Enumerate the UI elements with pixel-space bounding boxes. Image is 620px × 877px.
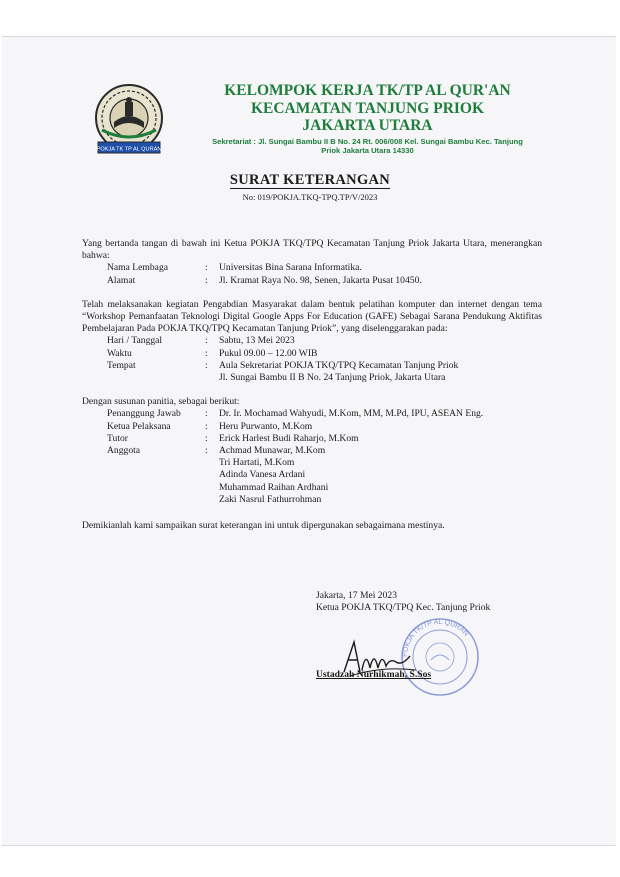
table-row: Muhammad Raihan Ardhani [219, 481, 329, 493]
document-title: SURAT KETERANGAN [229, 172, 391, 188]
document-number: No: 019/POKJA.TKQ-TPQ.TP/V/2023 [242, 192, 378, 202]
organization-name [185, 82, 550, 156]
secretariat-address-2: Priok Jakarta Utara 14330 [321, 146, 414, 155]
table-row: Waktu : Pukul 09.00 – 12.00 WIB [107, 347, 318, 359]
activity-paragraph: Telah melaksanakan kegiatan Pengabdian Masyarakat dalam bentuk pelatihan komputer dan internet dengan tema “Workshop Pemanfaatan Teknologi Digital Google Apps For Education (GAFE) Sebagai Sarana Pendukung Aktifitas Pembelajaran Pada POKJA TKQ/TPQ Kecamatan Tanjung Priok”, yang diselenggarakan pada: [82, 298, 542, 335]
place-date: Jakarta, 17 Mei 2023 [316, 590, 397, 601]
org-line-2: KECAMATAN TANJUNG PRIOK [250, 99, 485, 117]
svg-text:POKJA TK/TP AL QURAN: POKJA TK/TP AL QURAN [401, 618, 470, 658]
table-row: Tempat : Aula Sekretariat POKJA TKQ/TPQ Kecamatan Tanjung Priok [107, 359, 459, 371]
intro-paragraph: Yang bertanda tangan di bawah ini Ketua POKJA TKQ/TPQ Kecamatan Tanjung Priok Jakarta Utara, menerangkan bahwa: [82, 238, 542, 262]
table-row: Zaki Nasrul Fathurrohman [219, 493, 322, 505]
org-line-3: JAKARTA UTARA [302, 117, 433, 134]
table-row: Jl. Sungai Bambu II B No. 24 Tanjung Priok, Jakarta Utara [219, 372, 446, 384]
table-row: Tutor : Erick Harlest Budi Raharjo, M.Kom [107, 432, 359, 444]
svg-text:POKJA TK TP AL QURAN: POKJA TK TP AL QURAN [96, 146, 162, 153]
table-row: Tri Hartati, M.Kom [219, 457, 295, 469]
institution-table [107, 262, 422, 286]
committee-intro: Dengan susunan panitia, sebagai berikut: [82, 396, 240, 408]
table-row: Hari / Tanggal : Sabtu, 13 Mei 2023 [107, 335, 295, 347]
org-line-1: KELOMPOK KERJA TK/TP AL QUR'AN [224, 82, 511, 99]
signer-name: Ustadzah Nurhikmah, S.Sos [316, 669, 432, 680]
committee-table [107, 408, 483, 506]
table-row: Adinda Vanesa Ardani [219, 469, 306, 481]
letter-body [82, 238, 542, 532]
schedule-table [107, 335, 458, 384]
table-row: Penanggung Jawab : Dr. Ir. Mochamad Wahyudi, M.Kom, MM, M.Pd, IPU, ASEAN Eng. [107, 408, 484, 420]
secretariat-address-1: Sekretariat : Jl. Sungai Bambu II B No. 24 Rt. 006/008 Kel. Sungai Bambu Kec. Tanjung [212, 136, 523, 146]
closing-paragraph: Demikianlah kami sampaikan surat keterangan ini untuk dipergunakan sebagaimana mestinya. [82, 520, 445, 532]
table-row: Anggota : Achmad Munawar, M.Kom [107, 445, 326, 457]
table-row: Alamat : Jl. Kramat Raya No. 98, Senen, Jakarta Pusat 10450. [107, 274, 422, 286]
letterhead [90, 82, 550, 158]
table-row: Nama Lembaga : Universitas Bina Sarana Informatika. [107, 262, 362, 274]
organization-logo [90, 82, 168, 160]
signer-title: Ketua POKJA TKQ/TPQ Kec. Tanjung Priok [316, 602, 491, 614]
signature-block [316, 590, 556, 614]
table-row: Ketua Pelaksana : Heru Purwanto, M.Kom [107, 420, 313, 432]
